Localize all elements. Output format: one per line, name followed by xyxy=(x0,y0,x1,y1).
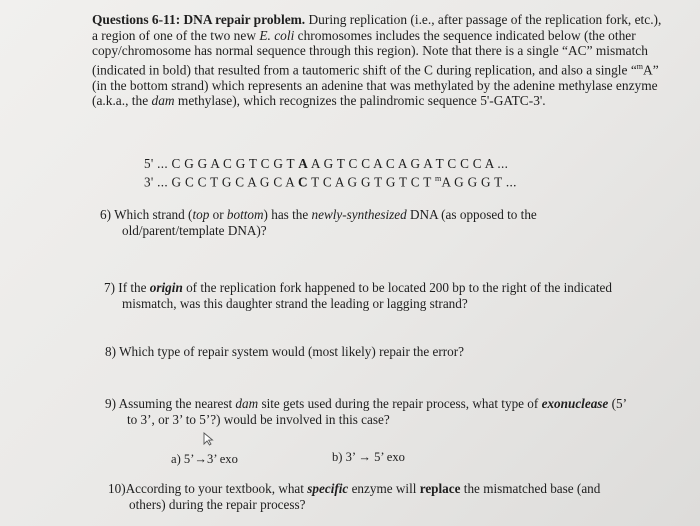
methyl-superscript: m xyxy=(434,174,442,183)
intro-text-1: During replication (i.e., after passage of the replication fork, etc.), a region of one of the two new xyxy=(92,12,662,43)
intro-me-superscript: m xyxy=(636,61,644,71)
question-6: 6) Which strand (top or bottom) has the newly-synthesized DNA (as opposed to the old/parent/template DNA)? xyxy=(100,207,537,238)
sequence-top-strand: 5' ... C G G A C G T C G T A A G T C C A C A G A T C C C A ... xyxy=(144,156,509,171)
question-10: 10)According to your textbook, what specific enzyme will replace the mismatched base (and others) during the repair process? xyxy=(108,481,601,512)
intro-ecoli: E. coli xyxy=(259,27,295,43)
intro-text-2: chromosomes includes the sequence indicated below (the other copy/chromosome has normal sequence through this region). Note that there is a single “AC” mismatch (indicated in bold) that resulted from a tautomeric shift of the C during replication, and also a single “ xyxy=(92,27,648,78)
question-number: 7) xyxy=(104,280,115,295)
question-7: 7) If the origin of the replication fork happened to be located 200 bp to the right of the indicated mismatch, was this daughter strand the leading or lagging strand? xyxy=(104,280,612,311)
intro-dam: dam xyxy=(151,93,175,109)
question-number: 6) xyxy=(100,207,111,222)
sequence-bottom-strand: 3' ... G C C T G C A G C A C T C A G G T G T C T $^m$A G G G T ... xyxy=(144,174,517,190)
option-a: a) 5’→3’ exo xyxy=(171,452,238,466)
intro-text-3: ” (in the bottom strand) which represents an adenine that was methylated by the adenine methylase enzyme (a.k.a., the xyxy=(92,62,659,109)
intro-text-4: methylase), which recognizes the palindromic sequence 5'-GATC-3'. xyxy=(174,93,546,109)
problem-intro: Questions 6-11: DNA repair problem. During replication (i.e., after passage of the replication fork, etc.), a region of one of the two new E. coli chromosomes includes the sequence indicated below (the other copy/chromosome has normal sequence through this region). Note that there is a single “AC” mismatch (indicated in bold) that resulted from a tautomeric shift of the C during replication, and also a single “$^m$A” (in the bottom strand) which represents an adenine that was methylated by the adenine methylase enzyme (a.k.a., the dam methylase), which recognizes the palindromic sequence 5'-GATC-3'. xyxy=(92,12,662,109)
question-number: 10) xyxy=(108,481,126,496)
mismatch-top-base: A xyxy=(298,156,309,171)
question-number: 9) xyxy=(105,396,116,411)
question-9: 9) Assuming the nearest dam site gets used during the repair process, what type of exonuclease (5’ to 3’, or 3’ to 5’?) would be involved in this case? xyxy=(105,396,627,427)
question-8: 8) Which type of repair system would (most likely) repair the error? xyxy=(105,344,465,359)
mismatch-bottom-base: C xyxy=(298,174,308,190)
option-b: b) 3’ → 5’ exo xyxy=(332,450,405,464)
intro-heading: Questions 6-11: DNA repair problem. xyxy=(92,12,306,27)
mouse-cursor-icon xyxy=(203,432,215,446)
question-number: 8) xyxy=(105,344,116,359)
